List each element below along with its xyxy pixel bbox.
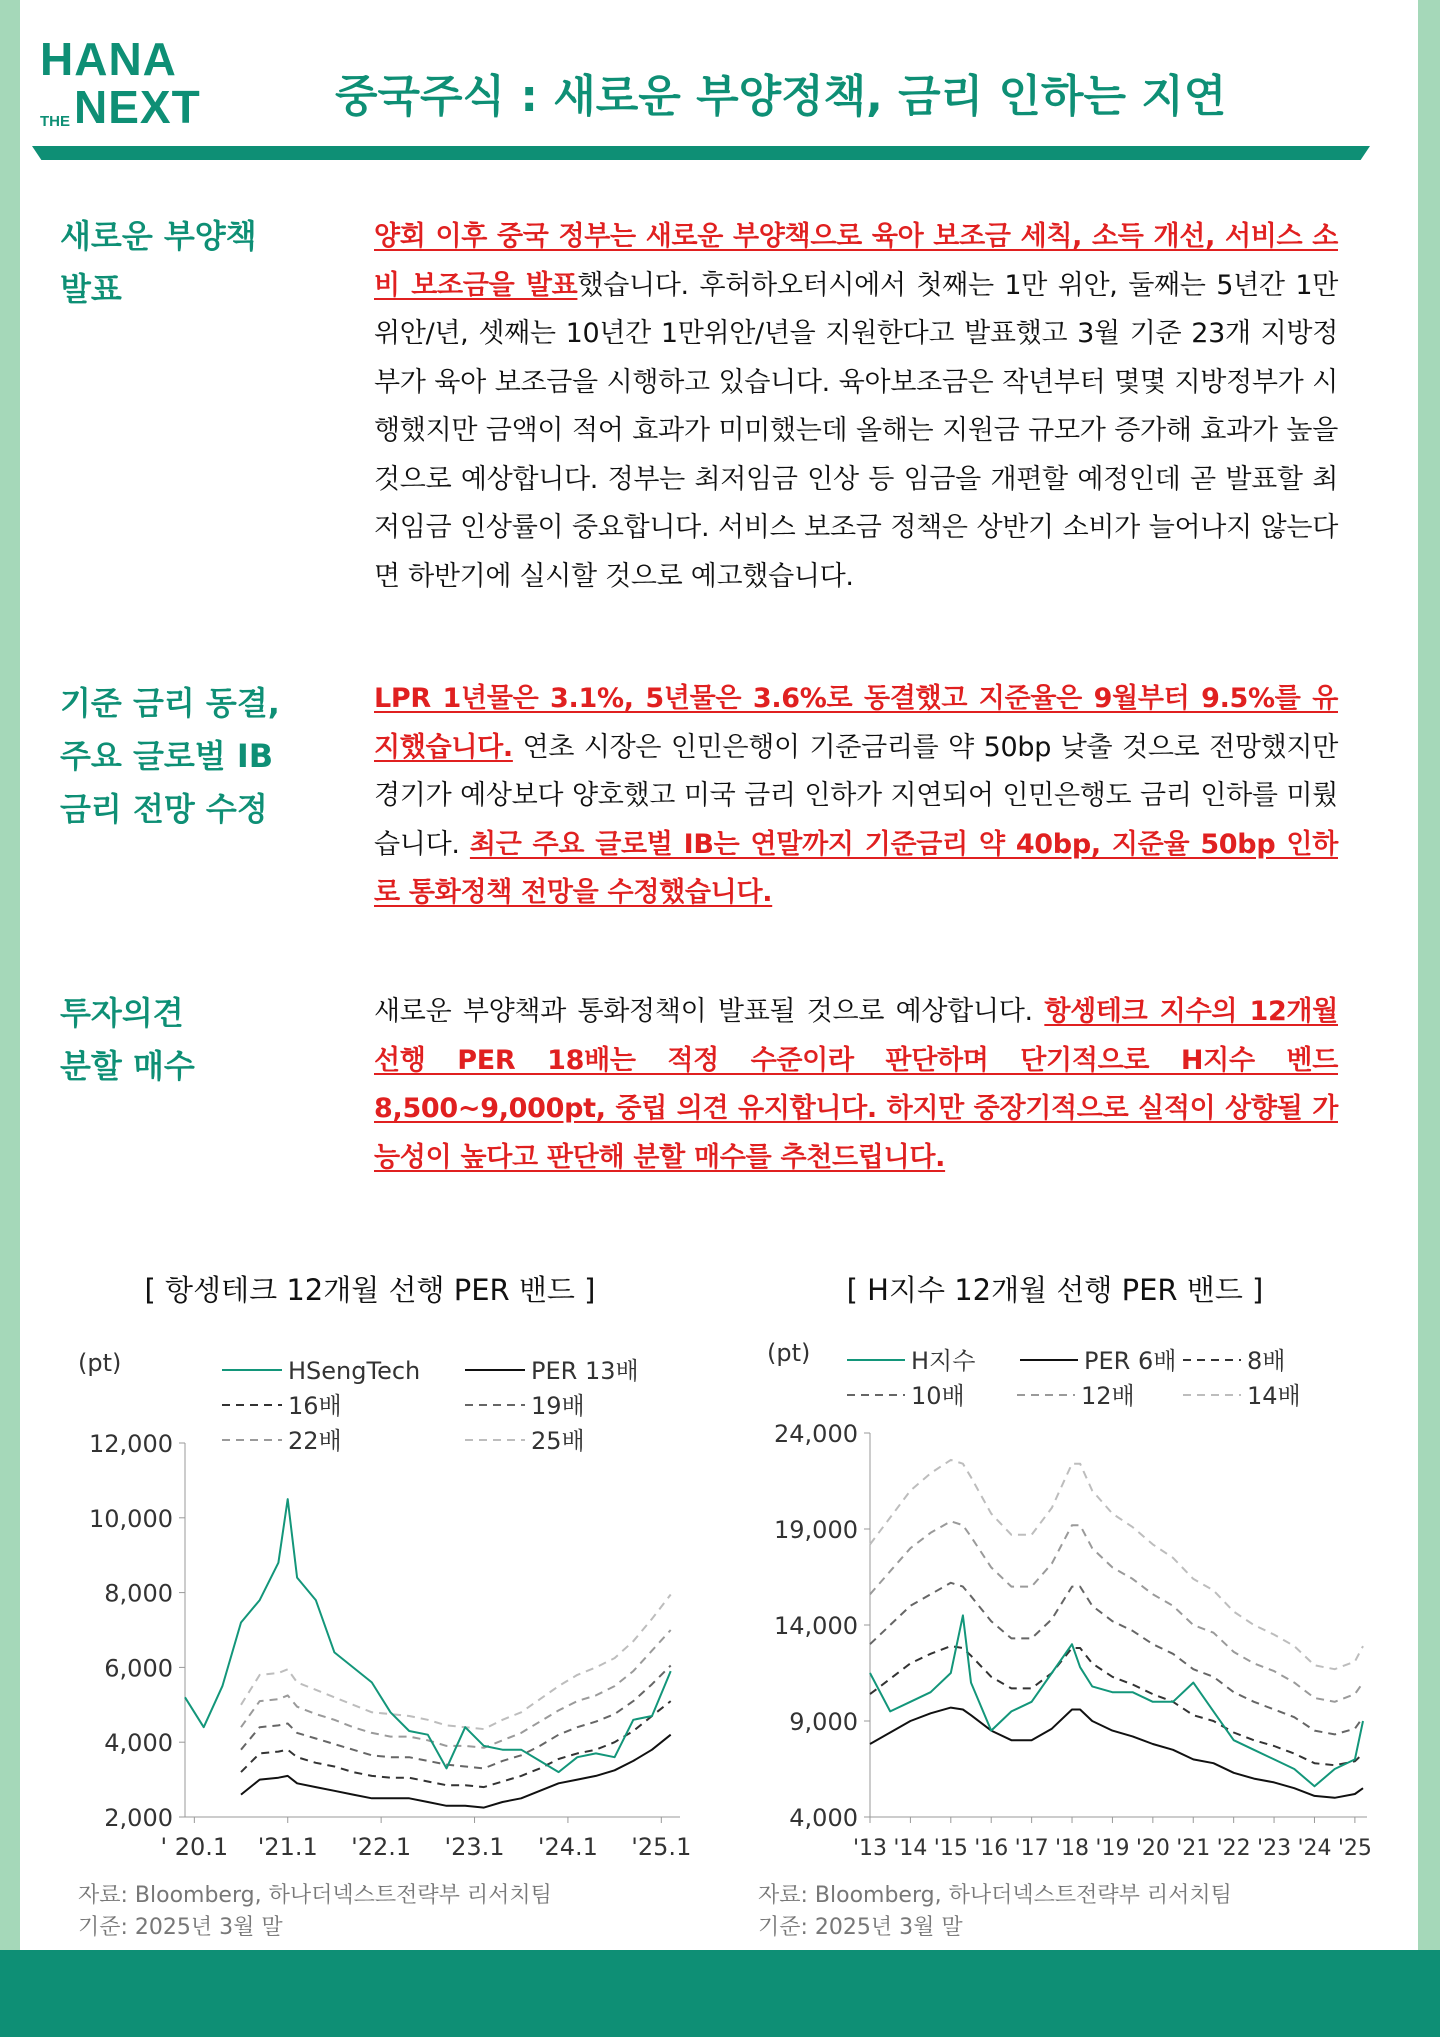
section-label-line: 주요 글로벌 IB	[60, 737, 274, 775]
source-text: 자료: Bloomberg, 하나더넥스트전략부 리서치팀	[758, 1883, 1232, 1908]
highlight-text: 항셍테크 지수의 12개월 선행 PER 18배는 적정 수준이라 판단하며 단기적으로 H지수 벤드 8,500~9,000pt, 중립 의견 유지합니다. 하지만 중장기적으로 실적이 상향될 가능성이 높다고 판단해 분할 매수를 추천드립니다.	[374, 996, 1338, 1173]
x-tick-label: '24.1	[537, 1833, 598, 1861]
y-tick-label: 4,000	[104, 1729, 173, 1758]
series-line-dash_light	[870, 1521, 1363, 1702]
section-label-line: 기준 금리 동결,	[60, 684, 280, 722]
highlight-text: LPR 1년물은 3.1%, 5년물은 3.6%로 동결했고 지준율은 9월부터 9.5%를 유지했습니다.	[374, 683, 1338, 763]
legend-label: H지수	[911, 1347, 976, 1375]
chart-title-hscei: [ H지수 12개월 선행 PER 밴드 ]	[846, 1273, 1264, 1307]
x-tick-label: '15	[933, 1836, 968, 1861]
x-tick-label: '22.1	[351, 1833, 412, 1861]
legend-label: 16배	[288, 1392, 342, 1420]
legend-label: 25배	[531, 1427, 585, 1455]
x-tick-label: '13	[852, 1836, 888, 1861]
legend-label: HSengTech	[288, 1357, 421, 1385]
y-axis-label: (pt)	[78, 1349, 122, 1377]
series-line-main	[870, 1615, 1363, 1786]
y-tick-label: 4,000	[789, 1804, 858, 1832]
y-tick-label: 2,000	[104, 1804, 173, 1832]
x-tick-label: '21	[1176, 1836, 1211, 1861]
series-line-main	[185, 1499, 671, 1772]
source-note-left	[78, 1880, 552, 1944]
series-line-dash_lighter	[241, 1595, 671, 1730]
series-line-dash_light	[241, 1630, 671, 1748]
x-tick-label: '21.1	[257, 1833, 318, 1861]
series-line-dash_dark	[241, 1701, 671, 1787]
page-title: 중국주식 : 새로운 부양정책, 금리 인하는 지연	[335, 71, 1227, 122]
x-tick-label: '22	[1216, 1836, 1251, 1861]
series-line-dash_lighter	[870, 1460, 1363, 1669]
legend-label: PER 6배	[1084, 1347, 1177, 1375]
y-tick-label: 24,000	[774, 1420, 858, 1448]
body-text: 새로운 부양책과 통화정책이 발표될 것으로 예상합니다.	[374, 996, 1045, 1027]
x-tick-label: '20	[1135, 1836, 1170, 1861]
y-tick-label: 6,000	[104, 1654, 173, 1683]
y-tick-label: 19,000	[774, 1516, 858, 1544]
section-body-stimulus	[374, 213, 1338, 601]
legend-label: 22배	[288, 1427, 342, 1455]
highlight-text: 최근 주요 글로벌 IB는 연말까지 기준금리 약 40bp, 지준율 50bp 인하로 통화정책 전망을 수정했습니다.	[374, 828, 1338, 908]
legend-label: 8배	[1247, 1347, 1286, 1375]
body-text: 했습니다. 후허하오터시에서 첫째는 1만 위안, 둘째는 5년간 1만위안/년, 셋째는 10년간 1만위안/년을 지원한다고 발표했고 3월 기준 23개 지방정부가 육아 보조금을 시행하고 있습니다. 육아보조금은 작년부터 몇몇 지방정부가 시행했지만 금액이 적어 효과가 미미했는데 올해는 지원금 규모가 증가해 효과가 높을 것으로 예상합니다. 정부는 최저임금 인상 등 임금을 개편할 예정인데 곧 발표할 최저임금 인상률이 중요합니다. 서비스 보조금 정책은 상반기 소비가 늘어나지 않는다면 하반기에 실시할 것으로 예고했습니다.	[374, 269, 1338, 592]
y-tick-label: 8,000	[104, 1579, 173, 1608]
section-label-stimulus	[60, 210, 360, 316]
y-tick-label: 10,000	[89, 1504, 173, 1533]
y-tick-label: 12,000	[89, 1430, 173, 1458]
chart-title-hstech: [ 항셍테크 12개월 선행 PER 밴드 ]	[144, 1273, 596, 1307]
x-tick-label: '25	[1337, 1836, 1372, 1861]
y-tick-label: 14,000	[774, 1612, 858, 1640]
x-tick-label: '14	[893, 1836, 928, 1861]
section-label-line: 발표	[60, 270, 122, 308]
section-label-line: 분할 매수	[60, 1047, 195, 1085]
section-label-rates	[60, 677, 360, 836]
section-label-line: 금리 전망 수정	[60, 790, 268, 828]
series-line-dash_dark	[870, 1646, 1363, 1765]
x-tick-label: '16	[974, 1836, 1009, 1861]
header-rule	[32, 146, 1370, 160]
source-text: 자료: Bloomberg, 하나더넥스트전략부 리서치팀	[78, 1883, 552, 1908]
legend-label: 14배	[1247, 1382, 1301, 1410]
section-label-line: 투자의견	[60, 994, 184, 1032]
footer-band	[0, 1950, 1440, 2037]
as-of-text: 기준: 2025년 3월 말	[758, 1915, 963, 1940]
section-body-opinion	[374, 988, 1338, 1182]
x-tick-label: '25.1	[631, 1833, 692, 1861]
x-tick-label: ' 20.1	[160, 1833, 229, 1861]
x-tick-label: '23	[1257, 1836, 1292, 1861]
logo-hana: HANA	[40, 33, 177, 85]
legend-label: 10배	[911, 1382, 965, 1410]
section-label-opinion	[60, 987, 360, 1093]
series-line-dash_mid	[870, 1583, 1363, 1735]
source-note-right	[758, 1880, 1232, 1944]
hana-the-next-logo	[40, 33, 201, 133]
y-tick-label: 9,000	[789, 1708, 858, 1736]
section-body-rates	[374, 675, 1338, 918]
logo-next: NEXT	[74, 81, 201, 133]
series-line-solid	[870, 1708, 1363, 1798]
x-tick-label: '19	[1095, 1836, 1130, 1861]
legend-label: 12배	[1081, 1382, 1135, 1410]
x-tick-label: '24	[1297, 1836, 1332, 1861]
section-label-line: 새로운 부양책	[60, 217, 257, 255]
x-tick-label: '18	[1055, 1836, 1090, 1861]
body-text: 연초 시장은 인민은행이 기준금리를 약 50bp 낮출 것으로 전망했지만 경기가 예상보다 양호했고 미국 금리 인하가 지연되어 인민은행도 금리 인하를 미뤘습니다.	[374, 731, 1338, 860]
legend-label: 19배	[531, 1392, 585, 1420]
series-line-dash_mid	[241, 1666, 671, 1769]
hscei-per-band-chart	[735, 1330, 1395, 1870]
hstech-per-band-chart	[40, 1340, 720, 1870]
as-of-text: 기준: 2025년 3월 말	[78, 1915, 283, 1940]
logo-the: THE	[40, 113, 70, 130]
legend-label: PER 13배	[531, 1357, 639, 1385]
x-tick-label: '23.1	[444, 1833, 505, 1861]
highlight-text: 양회 이후 중국 정부는 새로운 부양책으로 육아 보조금 세칙, 소득 개선, 서비스 소비 보조금을 발표	[374, 221, 1338, 301]
x-tick-label: '17	[1014, 1836, 1049, 1861]
y-axis-label: (pt)	[767, 1339, 811, 1367]
